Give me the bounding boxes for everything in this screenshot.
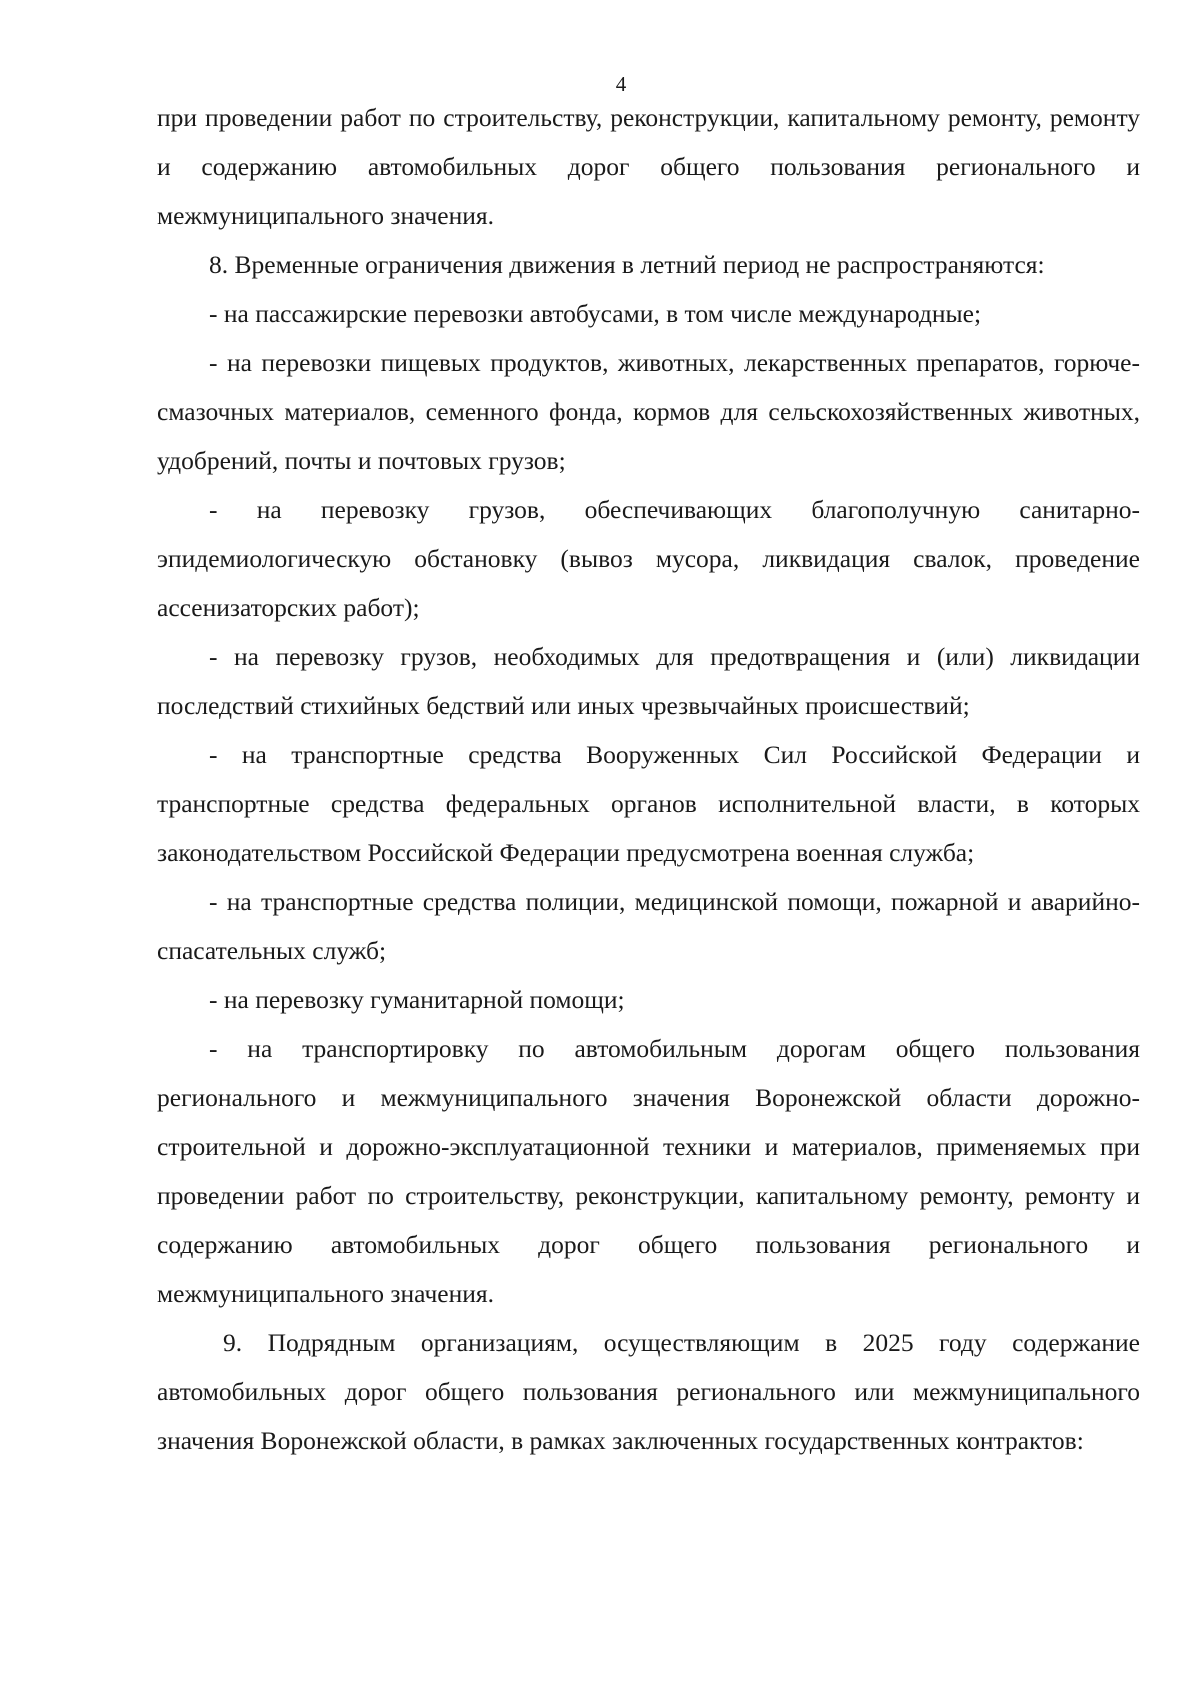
list-item-sanitary-transport: - на перевозку грузов, обеспечивающих благополучную санитарно-эпидемиологическую обстановку (вывоз мусора, ликвидация свалок, проведение ассенизаторских работ); <box>157 495 1140 622</box>
paragraph-continuation: при проведении работ по строительству, реконструкции, капитальному ремонту, ремонту и содержанию автомобильных дорог общего пользования регионального и межмуниципального значения. <box>157 103 1140 230</box>
list-item-military-vehicles: - на транспортные средства Вооруженных Сил Российской Федерации и транспортные средства федеральных органов исполнительной власти, в которых законодательством Российской Федерации предусмотрена военная служба; <box>157 740 1140 867</box>
list-item-emergency-transport: - на перевозку грузов, необходимых для предотвращения и (или) ликвидации последствий стихийных бедствий или иных чрезвычайных происшествий; <box>157 642 1140 720</box>
list-item-police-vehicles: - на транспортные средства полиции, медицинской помощи, пожарной и аварийно-спасательных служб; <box>157 887 1140 965</box>
list-item-food-transport: - на перевозки пищевых продуктов, животных, лекарственных препаратов, горюче-смазочных материалов, семенного фонда, кормов для сельскохозяйственных животных, удобрений, почты и почтовых грузов; <box>157 348 1140 475</box>
document-body <box>157 93 1140 1465</box>
paragraph-item-9: 9. Подрядным организациям, осуществляющим в 2025 году содержание автомобильных дорог общего пользования регионального или межмуниципального значения Воронежской области, в рамках заключенных государственных контрактов: <box>157 1328 1140 1455</box>
paragraph-item-8: 8. Временные ограничения движения в летний период не распространяются: <box>209 250 1045 279</box>
list-item-road-equipment: - на транспортировку по автомобильным дорогам общего пользования регионального и межмуниципального значения Воронежской области дорожно-строительной и дорожно-эксплуатационной техники и материалов, применяемых при проведении работ по строительству, реконструкции, капитальному ремонту, ремонту и содержанию автомобильных дорог общего пользования регионального и межмуниципального значения. <box>157 1034 1140 1308</box>
list-item-passenger-transport: - на пассажирские перевозки автобусами, в том числе международные; <box>209 299 982 328</box>
list-item-humanitarian-aid: - на перевозку гуманитарной помощи; <box>209 985 625 1014</box>
page-number: 4 <box>615 72 627 96</box>
